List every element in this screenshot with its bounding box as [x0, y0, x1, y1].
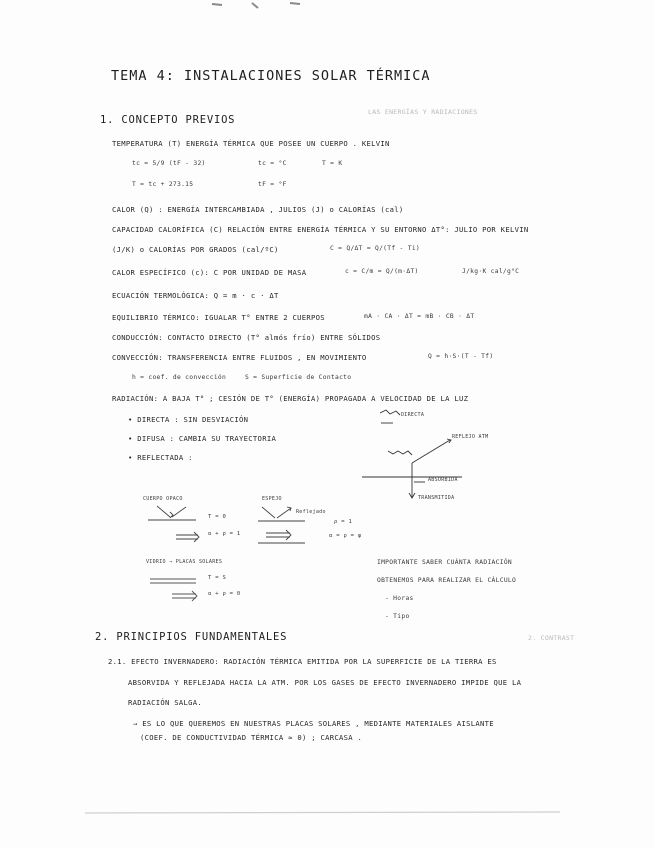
section-heading: 2. PRINCIPIOS FUNDAMENTALES	[95, 631, 288, 643]
greenhouse-line: (COEF. DE CONDUCTIVIDAD TÉRMICA ≈ 0) ; CARCASA .	[140, 733, 363, 742]
diagram-label: Reflejado	[296, 509, 326, 515]
page-title: TEMA 4: INSTALACIONES SOLAR TÉRMICA	[111, 68, 431, 84]
diagram-label: T = S	[208, 575, 227, 581]
formula: Q = h·S·(T - Tf)	[428, 353, 494, 360]
formula: tF = °F	[258, 181, 287, 188]
diagram-label: α = ρ = φ	[329, 533, 362, 539]
diagram-label: α + ρ = 1	[208, 531, 241, 537]
page-bottom-rule	[85, 812, 560, 813]
radiation-type: • DIRECTA : SIN DESVIACIÓN	[128, 415, 249, 424]
greenhouse-line: RADIACIÓN SALGA.	[128, 698, 203, 707]
thermal-equation-line: ECUACIÓN TERMOLÓGICA: Q = m · c · ΔT	[112, 291, 279, 300]
binder-marks	[212, 3, 300, 8]
diagram-label: VIDRIO → PLACAS SOLARES	[146, 559, 223, 565]
heat-line: CALOR (Q) : ENERGÍA INTERCAMBIADA , JULIOS (J) o CALORÍAS (cal)	[112, 205, 404, 214]
greenhouse-line: 2.1. EFECTO INVERNADERO: RADIACIÓN TÉRMICA EMITIDA POR LA SUPERFICIE DE LA TIERRA ES	[108, 657, 497, 666]
formula: tc = °C	[258, 160, 287, 167]
radiation-line: RADIACIÓN: A BAJA T° ; CESIÓN DE T° (ENERGÍA) PROPAGADA A VELOCIDAD DE LA LUZ	[112, 394, 469, 403]
diagram-label: T = 0	[208, 514, 227, 520]
important-note: - Tipo	[385, 613, 410, 620]
formula: h = coef. de convección	[132, 374, 227, 381]
formula: T = K	[322, 160, 343, 167]
important-note: OBTENEMOS PARA REALIZAR EL CÁLCULO	[377, 577, 517, 584]
diagram-label: ρ = 1	[334, 519, 353, 525]
section-heading: 1. CONCEPTO PREVIOS	[100, 114, 236, 126]
radiation-diagram	[362, 410, 462, 498]
formula: J/kg·K cal/g°C	[462, 268, 520, 275]
radiation-type: • DIFUSA : CAMBIA SU TRAYECTORIA	[128, 434, 277, 443]
glass-diagram	[150, 579, 197, 601]
diagram-label: ABSORBIDA	[428, 477, 458, 483]
specific-heat-line: CALOR ESPECÍFICO (c): C POR UNIDAD DE MASA	[112, 268, 307, 277]
formula: mA · CA · ΔT = mB · CB · ΔT	[364, 313, 475, 320]
radiation-type: • REFLECTADA :	[128, 453, 193, 462]
opaque-body-diagram	[148, 506, 199, 542]
conduction-line: CONDUCCIÓN: CONTACTO DIRECTO (T° almós frío) ENTRE SÓLIDOS	[112, 333, 381, 342]
important-note: - Horas	[385, 595, 414, 602]
greenhouse-line: → ES LO QUE QUEREMOS EN NUESTRAS PLACAS SOLARES , MEDIANTE MATERIALES AISLANTE	[133, 719, 494, 728]
diagram-label: CUERPO OPACO	[143, 496, 183, 502]
diagram-label: ESPEJO	[262, 496, 282, 502]
thermal-equilibrium-line: EQUILIBRIO TÉRMICO: IGUALAR T° ENTRE 2 CUERPOS	[112, 313, 325, 322]
bleed-through-text: 2. CONTRAST	[528, 634, 575, 642]
diagram-label: TRANSMITIDA	[418, 495, 455, 501]
formula: tc = 5/9 (tF - 32)	[132, 160, 206, 167]
diagram-label: α + ρ = 0	[208, 591, 241, 597]
formula: S = Superficie de Contacto	[245, 374, 352, 381]
formula: C = Q/ΔT = Q/(Tf - Ti)	[330, 245, 421, 252]
heat-capacity-line: CAPACIDAD CALORÍFICA (C) RELACIÓN ENTRE ENERGÍA TÉRMICA Y SU ENTORNO ΔT°: JULIO POR KELVIN	[112, 225, 529, 234]
greenhouse-line: ABSORVIDA Y REFLEJADA HACIA LA ATM. POR LOS GASES DE EFECTO INVERNADERO IMPIDE QUE LA	[128, 678, 522, 687]
important-note: IMPORTANTE SABER CUÁNTA RADIACIÓN	[377, 559, 513, 566]
bleed-through-text: LAS ENERGÍAS Y RADIACIONES	[368, 108, 478, 116]
diagram-label: DIRECTA	[401, 412, 425, 418]
convection-line: CONVECCIÓN: TRANSFERENCIA ENTRE FLUIDOS , EN MOVIMIENTO	[112, 353, 367, 362]
diagram-label: REFLEJO ATM	[452, 434, 489, 440]
heat-capacity-units: (J/K) o CALORÍAS POR GRADOS (cal/ºC)	[112, 245, 279, 254]
formula: T = tc + 273.15	[132, 181, 194, 188]
formula: c = C/m = Q/(m·ΔT)	[345, 268, 419, 275]
temperature-line: TEMPERATURA (T) ENERGÍA TÉRMICA QUE POSEE UN CUERPO . KELVIN	[112, 139, 390, 148]
